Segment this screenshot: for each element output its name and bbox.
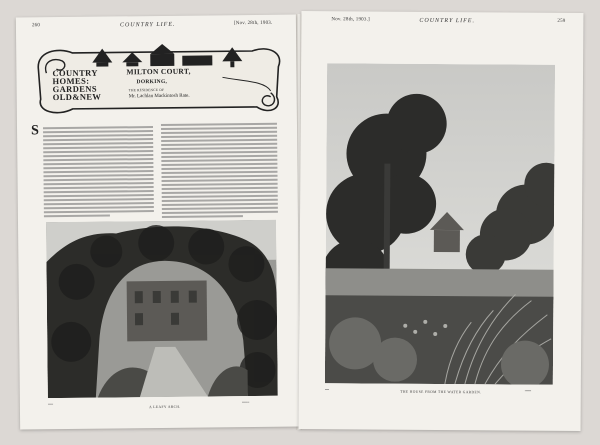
body-text-column-1 bbox=[43, 126, 154, 219]
left-page-number: 260 bbox=[31, 23, 41, 29]
photo-credit-right: ▪▪▪▪▪▪▪ bbox=[241, 400, 250, 405]
series-title: COUNTRY HOMES: GARDENS OLD&NEW bbox=[52, 67, 102, 103]
left-running-title: COUNTRY LIFE. bbox=[119, 21, 176, 29]
photo-house-water-garden bbox=[325, 63, 555, 385]
right-running-title: COUNTRY LIFE. bbox=[419, 17, 475, 25]
article-title: MILTON COURT, bbox=[126, 66, 191, 77]
article-place: DORKING, bbox=[136, 78, 168, 86]
left-page-date: [Nov. 28th, 1903. bbox=[233, 20, 273, 27]
caption-house-water-garden: THE HOUSE FROM THE WATER GARDEN. bbox=[400, 389, 482, 395]
photo-credit-left-2: ▪▪▪▪ bbox=[324, 387, 330, 392]
photo-credit-left: ▪▪▪▪▪ bbox=[47, 402, 54, 407]
left-page bbox=[16, 15, 300, 430]
residence-line: THE RESIDENCE OF bbox=[128, 87, 165, 93]
caption-leafy-arch: A LEAFY ARCH. bbox=[149, 404, 181, 410]
right-page bbox=[299, 11, 584, 431]
right-page-date: Nov. 28th, 1903.] bbox=[331, 17, 370, 23]
photo-leafy-arch bbox=[46, 220, 278, 398]
body-text-column-2 bbox=[161, 123, 278, 220]
photo-credit-right-2: ▪▪▪▪▪▪ bbox=[524, 388, 532, 393]
owner-name: Mr. Lachlan Mackintosh Rate. bbox=[128, 93, 190, 100]
drop-cap: S bbox=[30, 123, 39, 139]
right-page-number: 259 bbox=[557, 18, 566, 24]
